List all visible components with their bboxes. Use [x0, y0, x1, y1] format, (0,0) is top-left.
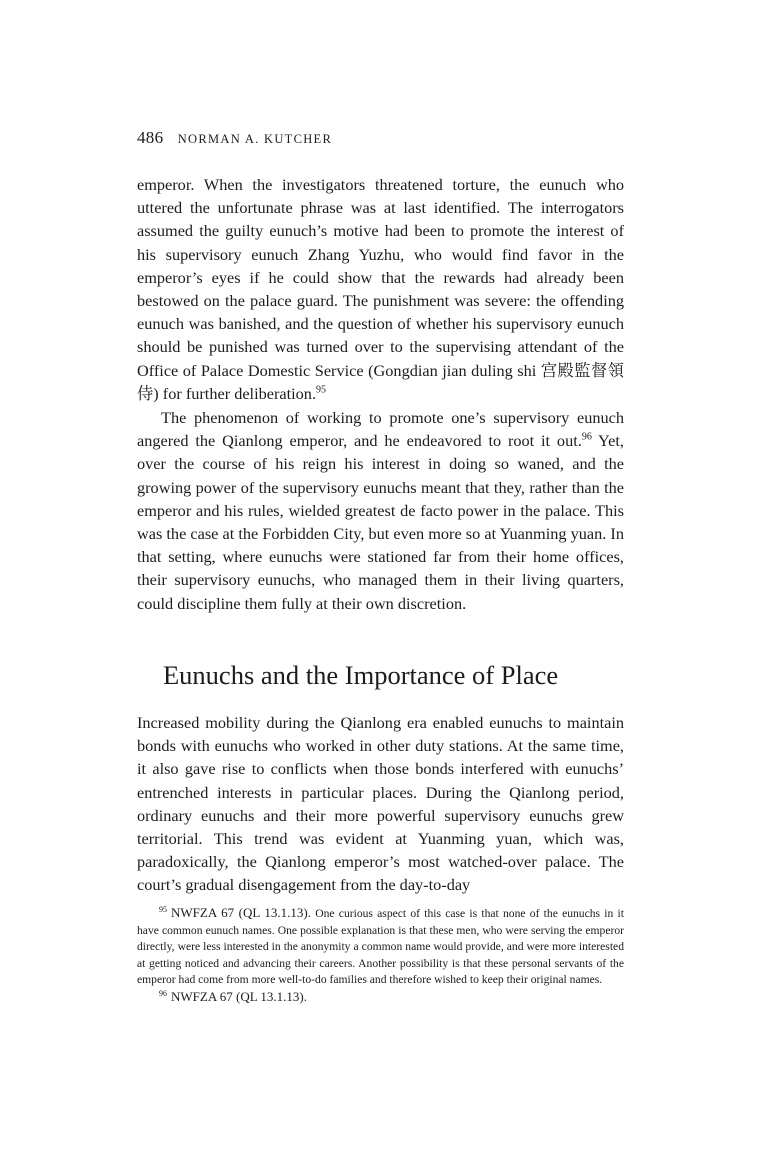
- paragraph-2-text-a: The phenomenon of working to promote one’s supervisory eunuch angered the Qianlong emperor, and he endeavored to root it out.: [137, 408, 624, 451]
- footnote-citation: NWFZA 67 (QL 13.1.13).: [171, 905, 312, 920]
- footnote-citation: NWFZA 67 (QL 13.1.13).: [171, 988, 308, 1004]
- page-number: 486: [137, 128, 164, 147]
- footnote-text: One curious aspect of this case is that none of the eunuchs in it have common eunuch names. One possible explanation is that these men, who were serving the emperor directly, were less interested in the anonymity a common name would provide, and were more interested at getting noticed and advancing their careers. Another possibility is that these personal servants of the emperor had come from more well-to-do families and therefore wished to keep their original names.: [137, 907, 624, 987]
- paragraph-3: Increased mobility during the Qianlong era enabled eunuchs to maintain bonds with eunuchs who worked in other duty stations. At the same time, it also gave rise to conflicts when those bonds interfered with eunuchs’ entrenched interests in particular places. During the Qianlong period, ordinary eunuchs and their more powerful supervisory eunuchs grew territorial. This trend was evident at Yuanming yuan, which was, paradoxically, the Qianlong emperor’s most watched-over palace. The court’s gradual disengagement from the day-to-day: [137, 713, 624, 895]
- footnote-95: [137, 905, 624, 989]
- footnote-number: 96: [159, 989, 167, 999]
- running-head: [137, 128, 332, 148]
- paragraph-1: [137, 173, 624, 405]
- footnote-96: [137, 989, 624, 1007]
- paragraph-2: [137, 406, 624, 615]
- footnote-ref-96[interactable]: 96: [581, 431, 592, 443]
- paragraph-2-text-b: Yet, over the course of his reign his interest in doing so waned, and the growing power of the supervisory eunuchs meant that they, rather than the emperor and his rules, wielded greatest de facto power in the palace. This was the case at the Forbidden City, but even more so at Yuanming yuan. In that setting, where eunuchs were stationed far from their home offices, their supervisory eunuchs, who managed them in their living quarters, could discipline them fully at their own discretion.: [137, 431, 624, 613]
- section-heading: Eunuchs and the Importance of Place: [163, 660, 559, 690]
- paragraph-1-text: emperor. When the investigators threatened torture, the eunuch who uttered the unfortunate phrase was at last identified. The interrogators assumed the guilty eunuch’s motive had been to promote the interest of his supervisory eunuch Zhang Yuzhu, who would find favor in the emperor’s eyes if he could show that the rewards had already been bestowed on the palace guard. The punishment was severe: the offending eunuch was banished, and the question of whether his supervisory eunuch should be punished was turned over to the supervising attendant of the Office of Palace Domestic Service (Gongdian jian duling shi 宫殿監督領侍) for further deliberation.: [137, 175, 624, 403]
- footnote-ref-95[interactable]: 95: [316, 384, 327, 396]
- footnotes: [137, 905, 624, 1007]
- running-head-author: NORMAN A. KUTCHER: [177, 132, 333, 146]
- footnote-number: 95: [159, 905, 167, 915]
